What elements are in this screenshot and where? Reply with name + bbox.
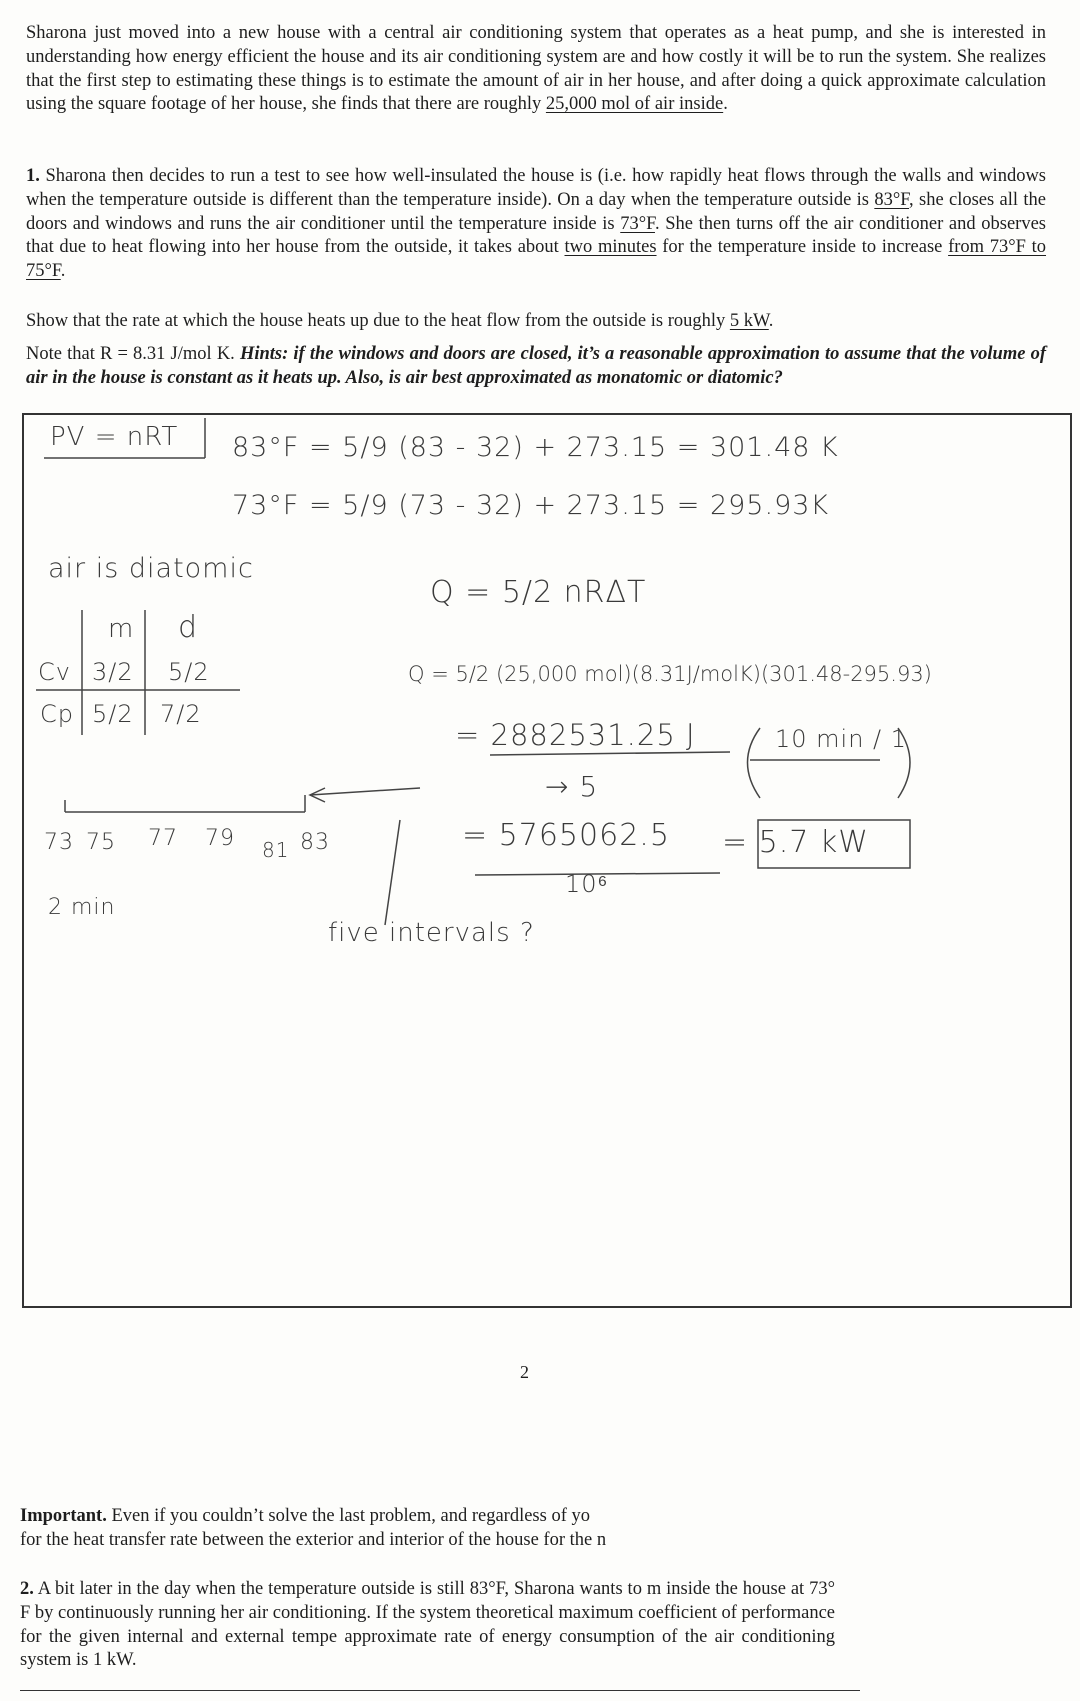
time-factor: 10 min / 1 bbox=[775, 725, 908, 753]
denominator: 10⁶ bbox=[565, 870, 609, 898]
tick-73: 73 bbox=[44, 830, 74, 855]
bottom-rule bbox=[20, 1690, 860, 1691]
tick-81: 81 bbox=[262, 838, 290, 862]
table-cv-m: 3/2 bbox=[92, 658, 134, 686]
q-divided: = 5765062.5 bbox=[462, 818, 670, 853]
air-amount: 25,000 mol of air inside bbox=[545, 94, 724, 115]
duration: two minutes bbox=[564, 237, 657, 258]
outside-temp: 83°F bbox=[874, 189, 910, 210]
table-cp-d: 7/2 bbox=[160, 700, 202, 728]
problem-2-statement: 2. A bit later in the day when the temperature outside is still 83°F, Sharona wants to m inside the house at 73° F by continuously running her air conditioning. If the system theoretical maximum coefficient of performance for the given internal and external tempe approximate rate of energy consumption of the air conditioning system is 1 kW. bbox=[20, 1579, 836, 1671]
hints-text: Hints: if the windows and doors are closed, it’s a reasonable approximation to assume that the volume of air in the house is constant as it heats up. Also, is air best approximated as monatomic or diatomic? bbox=[26, 344, 1046, 388]
final-result: = 5.7 kW bbox=[722, 825, 869, 860]
table-cp-m: 5/2 bbox=[92, 700, 134, 728]
conversion-73: 73°F = 5/9 (73 - 32) + 273.15 = 295.93K bbox=[232, 490, 830, 521]
tick-77: 77 bbox=[148, 826, 178, 851]
important-note: Important. Even if you couldn’t solve the last problem, and regardless of yo for the heat transfer rate between the exterior and interior of the house for the n bbox=[20, 1506, 607, 1550]
q-substitution: Q = 5/2 (25,000 mol)(8.31J/molK)(301.48-295.93) bbox=[408, 662, 932, 686]
table-cv-d: 5/2 bbox=[168, 658, 210, 686]
tick-83: 83 bbox=[300, 830, 330, 855]
problem-1-number: 1. bbox=[26, 166, 40, 186]
table-head-d: d bbox=[178, 610, 199, 645]
time-label: 2 min bbox=[48, 895, 116, 920]
tick-79: 79 bbox=[205, 826, 235, 851]
divide-by-five: → 5 bbox=[545, 770, 599, 803]
show-value: 5 kW bbox=[729, 311, 769, 331]
show-statement: Show that the rate at which the house heats up due to the heat flow from the outside is roughly 5 kW. bbox=[26, 311, 774, 331]
note-hints: Note that R = 8.31 J/mol K. Hints: if the windows and doors are closed, it’s a reasonable approximation to assume that the volume of air in the house is constant as it heats up. Also, is air best approximated as monatomic or diatomic? bbox=[26, 344, 1046, 388]
inside-temp: 73°F bbox=[620, 213, 655, 234]
gas-constant: R = 8.31 J/mol K. bbox=[99, 344, 235, 364]
table-head-m: m bbox=[108, 614, 135, 644]
conversion-83: 83°F = 5/9 (83 - 32) + 273.15 = 301.48 K bbox=[232, 432, 839, 463]
page-number: 2 bbox=[520, 1362, 529, 1382]
table-cv-label: Cv bbox=[38, 658, 71, 686]
tick-75: 75 bbox=[86, 830, 116, 855]
intro-text: Sharona just moved into a new house with a central air conditioning system that operates as a heat pump, and she is interested in understanding how energy efficient the house and its air conditioning system are and how costly it will be to run the system. She realizes that the first step to estimating these things is to estimate the amount of air in her house, and after doing a quick approximate calculation using the square footage of her house, she finds that there are roughly bbox=[26, 23, 1046, 115]
intervals-note: five intervals ? bbox=[328, 918, 535, 948]
problem-2-number: 2. bbox=[20, 1579, 34, 1599]
table-cp-label: Cp bbox=[40, 700, 74, 728]
ideal-gas-law: PV = nRT bbox=[50, 422, 179, 452]
problem-1-statement: 1. Sharona then decides to run a test to see how well-insulated the house is (i.e. how rapidly heat flows through the walls and windows when the temperature outside is different than the temperature inside). On a day when the temperature outside is 83°F, she closes all the doors and windows and runs the air conditioner until the temperature inside is 73°F. She then turns off the air conditioner and observes that due to heat flowing into her house from the outside, it takes about two minutes for the temperature inside to increase from 73°F to 75°F. bbox=[26, 166, 1047, 282]
q-formula: Q = 5/2 nRΔT bbox=[430, 575, 647, 610]
q-value: = 2882531.25 J bbox=[455, 718, 696, 752]
air-diatomic-note: air is diatomic bbox=[48, 553, 254, 584]
intro-paragraph: Sharona just moved into a new house with a central air conditioning system that operates as a heat pump, and she is interested in understanding how energy efficient the house and its air conditioning system are and how costly it will be to run the system. She realizes that the first step to estimating these things is to estimate the amount of air in her house, and after doing a quick approximate calculation using the square footage of her house, she finds that there are roughly 25,000 mol of air inside. bbox=[26, 23, 1046, 115]
temp-range: from 73°F to 75°F bbox=[26, 237, 1047, 282]
important-label: Important. bbox=[20, 1506, 107, 1526]
